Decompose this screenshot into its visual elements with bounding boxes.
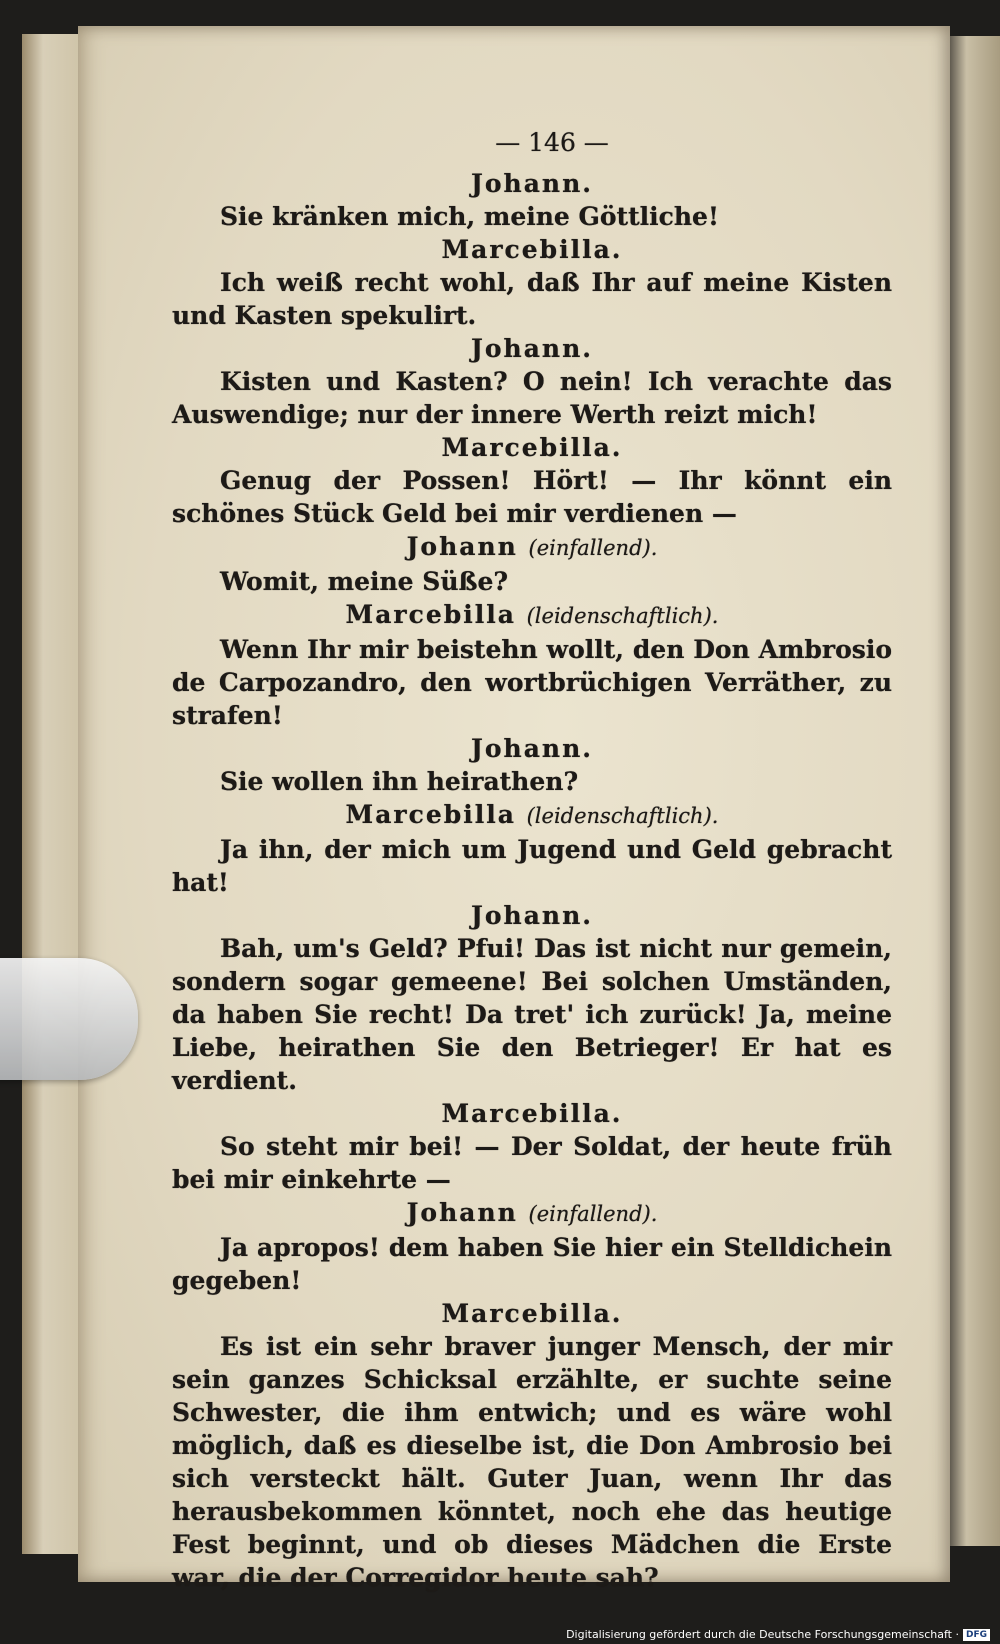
speaker-name [172, 1297, 892, 1330]
stage-direction: (leidenschaftlich). [526, 804, 719, 828]
speaker-name [172, 899, 892, 932]
dialogue-line: Genug der Possen! Hört! — Ihr könnt ein schönes Stück Geld bei mir verdienen — [172, 466, 892, 528]
book-right-edge [944, 36, 1000, 1546]
dialogue-line: Ja ihn, der mich um Jugend und Geld gebracht hat! [172, 835, 892, 897]
speaker-label: Marcebilla [345, 800, 516, 829]
scanner-clip [0, 958, 138, 1080]
dialogue-line: Ich weiß recht wohl, daß Ihr auf meine Kisten und Kasten spekulirt. [172, 268, 892, 330]
stage-direction: (leidenschaftlich). [526, 604, 719, 628]
speaker-label: Marcebilla. [441, 1099, 623, 1128]
dialogue-blocks [172, 167, 892, 1594]
speaker-name [172, 1196, 892, 1231]
speaker-name [172, 233, 892, 266]
speaker-label: Johann. [471, 734, 593, 763]
stage-direction: (einfallend). [528, 1202, 658, 1226]
speaker-label: Johann [406, 532, 518, 561]
speaker-label: Johann. [471, 901, 593, 930]
speaker-name [172, 530, 892, 565]
speaker-label: Johann [406, 1198, 518, 1227]
dialogue-line: Sie kränken mich, meine Göttliche! [220, 202, 719, 231]
dialogue-line: Bah, um's Geld? Pfui! Das ist nicht nur gemein, sondern sogar gemeene! Bei solchen Umständen, da haben Sie recht! Da tret' ich zurück! Ja, meine Liebe, heirathen Sie den Betrieger! Er hat es verdient. [172, 934, 892, 1095]
speaker-name [172, 732, 892, 765]
speaker-name [172, 598, 892, 633]
speaker-label: Johann. [471, 169, 593, 198]
speaker-label: Marcebilla [345, 600, 516, 629]
dialogue-line: Ja apropos! dem haben Sie hier ein Stelldichein gegeben! [172, 1233, 892, 1295]
dialogue-line: Es ist ein sehr braver junger Mensch, der mir sein ganzes Schicksal erzählte, er suchte seine Schwester, die ihm entwich; und es wäre wohl möglich, daß es dieselbe ist, die Don Ambrosio bei sich versteckt hält. Guter Juan, wenn Ihr das herausbekommen könntet, noch ehe das heutige Fest beginnt, und ob dieses Mädchen die Erste war, die der Corregidor heute sah? [172, 1332, 892, 1592]
footer-credit [566, 1628, 990, 1641]
speaker-name [172, 332, 892, 365]
dialogue-line: Sie wollen ihn heirathen? [220, 767, 579, 796]
dialogue-line: Wenn Ihr mir beistehn wollt, den Don Ambrosio de Carpozandro, den wortbrüchigen Verräther, zu strafen! [172, 635, 892, 730]
dfg-logo: DFG [963, 1629, 990, 1641]
speaker-label: Marcebilla. [441, 1299, 623, 1328]
page-number: — 146 — [495, 128, 609, 157]
speaker-name [172, 1097, 892, 1130]
speaker-name [172, 431, 892, 464]
dialogue-line: So steht mir bei! — Der Soldat, der heute früh bei mir einkehrte — [172, 1132, 892, 1194]
speaker-name [172, 798, 892, 833]
book-left-edge [22, 34, 82, 1554]
dialogue-line: Kisten und Kasten? O nein! Ich verachte das Auswendige; nur der innere Werth reizt mich! [172, 367, 892, 429]
speaker-name [172, 167, 892, 200]
speaker-label: Marcebilla. [441, 433, 623, 462]
dialogue-line: Womit, meine Süße? [220, 567, 509, 596]
footer-text: Digitalisierung gefördert durch die Deutsche Forschungsgemeinschaft · [566, 1628, 959, 1641]
page-text [172, 126, 892, 1594]
speaker-label: Marcebilla. [441, 235, 623, 264]
speaker-label: Johann. [471, 334, 593, 363]
stage-direction: (einfallend). [528, 536, 658, 560]
